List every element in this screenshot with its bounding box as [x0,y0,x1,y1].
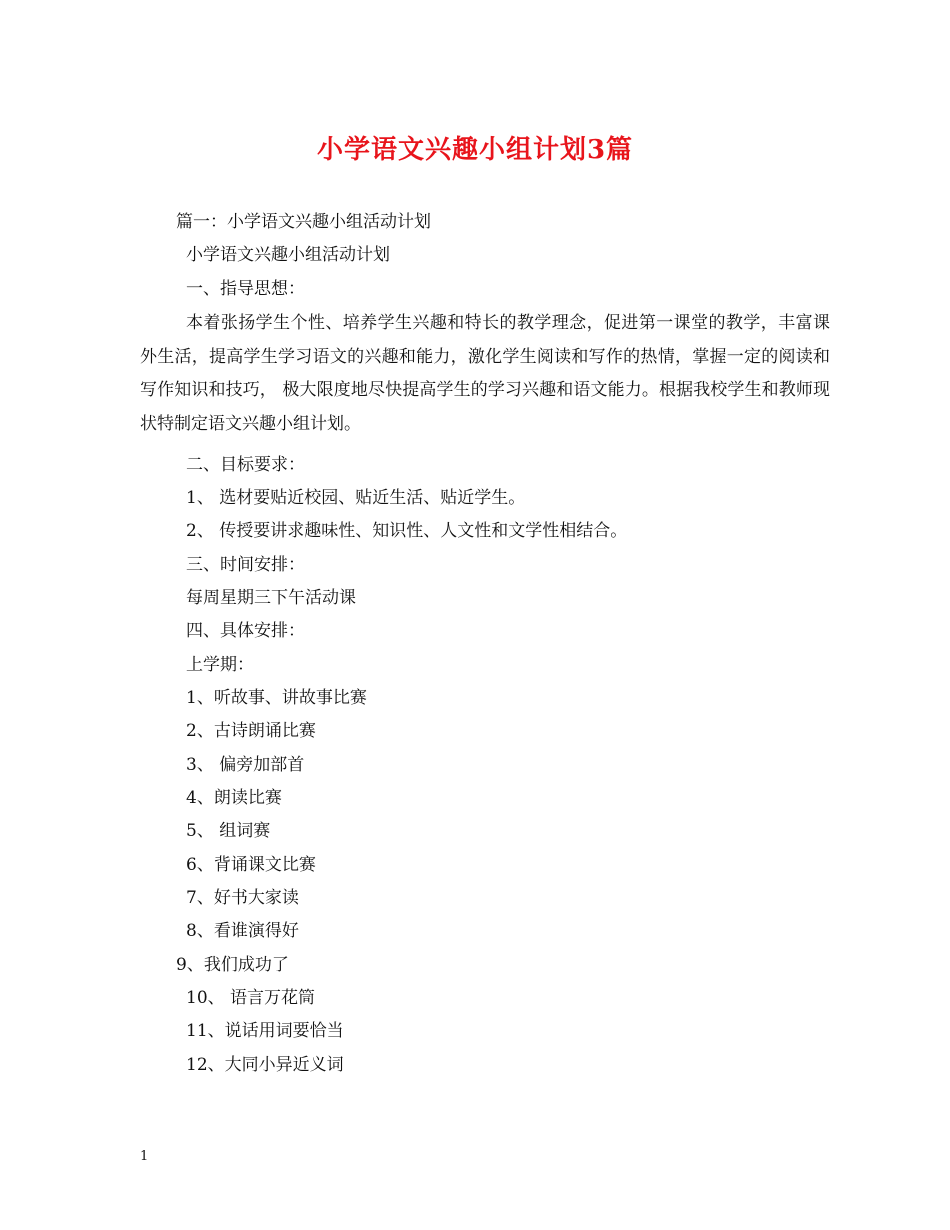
time-heading: 三、时间安排： [186,555,305,575]
activity-item: 12、大同小异近义词 [186,1055,344,1075]
activity-item: 5、 组词赛 [186,821,271,841]
plan-heading: 四、具体安排： [186,621,305,641]
activity-item: 10、 语言万花筒 [186,988,316,1008]
goal-item: 2、 传授要讲求趣味性、知识性、人文性和文学性相结合。 [186,521,628,541]
activity-item: 9、我们成功了 [176,955,289,975]
activity-item: 3、 偏旁加部首 [186,755,305,775]
activity-item: 4、朗读比赛 [186,788,282,808]
page-number: 1 [140,1149,149,1164]
activity-item: 11、说话用词要恰当 [186,1021,344,1041]
activity-item: 2、古诗朗诵比赛 [186,721,316,741]
document-title: 小学语文兴趣小组计划3篇 [316,135,634,165]
activity-item: 1、听故事、讲故事比赛 [186,688,367,708]
activity-item: 7、好书大家读 [186,888,299,908]
guiding-heading: 一、指导思想： [186,279,305,299]
guiding-paragraph: 本着张扬学生个性、培养学生兴趣和特长的教学理念，促进第一课堂的教学，丰富课外生活，提高学生学习语文的兴趣和能力，激化学生阅读和写作的热情，掌握一定的阅读和写作知识和技巧， 极大限度地尽快提高学生的学习兴趣和语文能力。根据我校学生和教师现状特制定语文兴趣小组计划。 [140,313,830,434]
activity-item: 6、背诵课文比赛 [186,855,316,875]
section-heading: 篇一：小学语文兴趣小组活动计划 [176,212,431,232]
goal-item: 1、 选材要贴近校园、贴近生活、贴近学生。 [186,488,526,508]
goals-heading: 二、目标要求： [186,455,305,475]
time-text: 每周星期三下午活动课 [186,588,356,608]
activity-item: 8、看谁演得好 [186,921,299,941]
semester-label: 上学期： [186,655,254,675]
subtitle: 小学语文兴趣小组活动计划 [186,245,390,265]
